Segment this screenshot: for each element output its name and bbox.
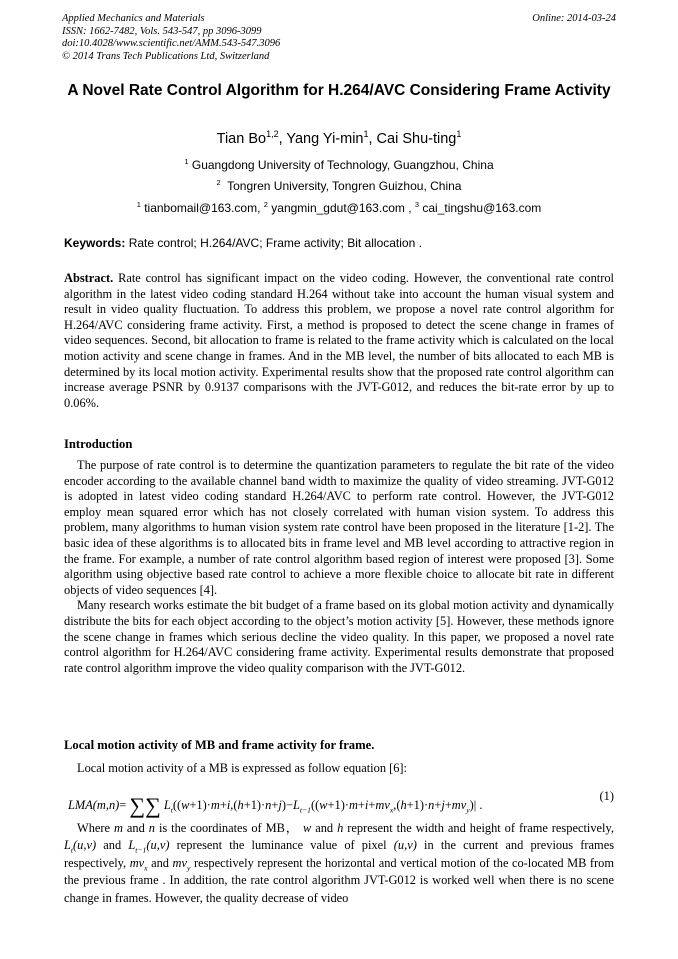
sum-symbol: ∑ — [129, 793, 146, 818]
math-mvx: $mv_x$ — [129, 855, 148, 873]
math-uv: (u,v) — [393, 838, 417, 853]
equation-number: (1) — [599, 789, 614, 803]
section-heading: Local motion activity of MB and frame activity for frame. — [64, 738, 375, 752]
text-run: represent the luminance value of pixel — [176, 838, 387, 853]
math-var: h — [337, 821, 344, 835]
author-sup: 1 — [456, 129, 462, 140]
section-intro — [64, 761, 614, 777]
text-run: Where — [77, 821, 111, 835]
math-lt: $L_t(u,v)$ — [64, 838, 97, 855]
equation-1 — [64, 783, 616, 818]
issn-line: ISSN: 1662-7482, Vols. 543-547, pp 3096-3099 — [62, 25, 262, 37]
copyright-line: © 2014 Trans Tech Publications Ltd, Switzerland — [62, 50, 270, 62]
intro-paragraph-1: The purpose of rate control is to determine the quantization parameters to regulate the bit rate of the video encoder according to the available channel band width to maximize the quality of video streaming. JVT-G012 is adopted in latest video coding standard H.264/AVC to perform rate control. However, the JVT-G012 employ mean squared error which has not closely correlated with human vision system. To address this problem, many algorithms to human vision system rate control have been proposed in the literature [1-2]. The basic idea of these algorithms is to allocated bits in frame level and MB level according to attractive region in the frame. For example, a number of rate control algorithm based region of interest were proposed [3]. Some algorithm using objective based rate control to achieve a more flexible choice to allocate bit rate in different objects of video sequences [4]. — [64, 458, 614, 597]
author-sup: 1,2 — [266, 129, 279, 140]
keywords-text: Rate control; H.264/AVC; Frame activity; Bit allocation . — [128, 236, 422, 250]
abstract-label: Abstract. — [64, 271, 114, 285]
section-intro-text: Local motion activity of a MB is expressed as follow equation [6]: — [77, 761, 407, 775]
affiliation-sup: 2 — [216, 178, 221, 187]
text-run: in the current and previous frames respectively, — [64, 838, 615, 870]
abstract-text: Rate control has significant impact on the video coding. However, the conventional rate control algorithm in the latest video coding standard H.264 without take into account the human visual system and result in video quality fluctuation. To address this problem, we propose a novel rate control algorithm for H.264/AVC considering frame activity. First, a method is proposed to detect the scene change in frames of video sequences. Second, bit allocation to frame is related to the frame activity which is calculated on the local motion activity and scene change in frames. And in the MB level, the number of bits allocated to each MB is determined by its local motion activity. Experimental results show that the proposed rate control algorithm can increase average PSNR by 0.9137 comparisons with the JVT-G012, and reduces the bit-rate error by up to 0.06%. — [64, 271, 614, 410]
author-name: Cai Shu-ting — [376, 131, 457, 147]
online-date: Online: 2014-03-24 — [532, 13, 616, 24]
text-run: respectively represent the horizontal and vertical motion of the co-located MB from the previous frame . In addition, the rate control algorithm JVT-G012 is worked well when there is no scene change in frames. However, the quality decrease of video — [64, 855, 615, 905]
text-run: is the coordinates of MB， — [158, 821, 300, 835]
math-var: n — [148, 821, 155, 835]
keywords-label: Keywords: — [64, 236, 126, 250]
sum-symbol: ∑ — [145, 793, 161, 818]
email-sup: 1 — [136, 200, 141, 209]
text-run: and — [126, 821, 145, 835]
affiliation-2 — [62, 178, 616, 194]
math-var: w — [302, 821, 312, 835]
email-text: cai_tingshu@163.com — [422, 201, 542, 215]
introduction-body — [64, 458, 614, 676]
introduction-heading: Introduction — [64, 437, 133, 451]
email-text: tianbomail@163.com, — [144, 201, 261, 215]
email-text: yangmin_gdut@163.com , — [271, 201, 412, 215]
equation-formula: LMA(m,n)= ∑∑ $L_t((w+1)\cdot m+i,(h+1)\cdot n+j)-L_{t-1}((w+1)\cdot m+i+mv_x,(h+1)\cdot n+j+mv_y)|$ . — [68, 793, 483, 818]
intro-paragraph-2: Many research works estimate the bit budget of a frame based on its global motion activity and dynamically distribute the bits for each object according to the object’s motion activity [5]. However, these methods ignore the scene change in frames which serious decline the video quality. In this paper, we proposed a novel rate control algorithm for H.264/AVC considering frame activity. Experimental results demonstrate that proposed rate control algorithm improve the video quality comparison with the JVT-G012. — [64, 598, 614, 675]
email-sup: 3 — [414, 200, 420, 209]
author-name: Tian Bo — [216, 131, 267, 147]
section-paragraph: Where m and n is the coordinates of MB， w and h represent the width and height of frame respectively, $L_t(u,v)$ and $L_{t-1}(u,v)$ represent the luminance value of pixel (u,v) in the current and previous frames respectively, $mv_x$ and $mv_y$ respectively represent the horizontal and vertical motion of the co-located MB from the previous frame . In addition, the rate control algorithm JVT-G012 is worked well when there is no scene change in frames. However, the quality decrease of video — [64, 821, 615, 905]
text-run: and — [315, 821, 334, 835]
author-name: Yang Yi-min — [286, 131, 364, 147]
email-list — [62, 200, 616, 216]
author-list: Tian Bo$^{1,2}$, Yang $Yi-\min^1$, Cai Shu-ting$^1$ — [216, 129, 462, 147]
math-mvy: $mv_y$ — [172, 855, 191, 873]
math-lt1: $L_{t-1}(u,v)$ — [128, 838, 170, 855]
affiliation-text: Guangdong University of Technology, Guangzhou, China — [191, 158, 494, 172]
keywords-line — [64, 235, 616, 251]
author-sup: 1 — [363, 129, 369, 140]
email-sup: 2 — [263, 200, 268, 209]
doi-line: doi:10.4028/www.scientific.net/AMM.543-547.3096 — [62, 38, 281, 50]
abstract — [64, 271, 614, 411]
text-run: represent the width and height of frame respectively, — [347, 821, 614, 835]
journal-name: Applied Mechanics and Materials — [62, 13, 205, 24]
affiliation-sup: 1 — [184, 157, 189, 166]
affiliation-text: Tongren University, Tongren Guizhou, China — [227, 179, 462, 193]
math-var: m — [113, 821, 123, 835]
paper-title: A Novel Rate Control Algorithm for H.264/AVC Considering Frame Activity — [67, 82, 611, 99]
affiliation-1 — [62, 157, 616, 173]
section-body — [64, 820, 614, 907]
journal-header — [62, 13, 616, 63]
